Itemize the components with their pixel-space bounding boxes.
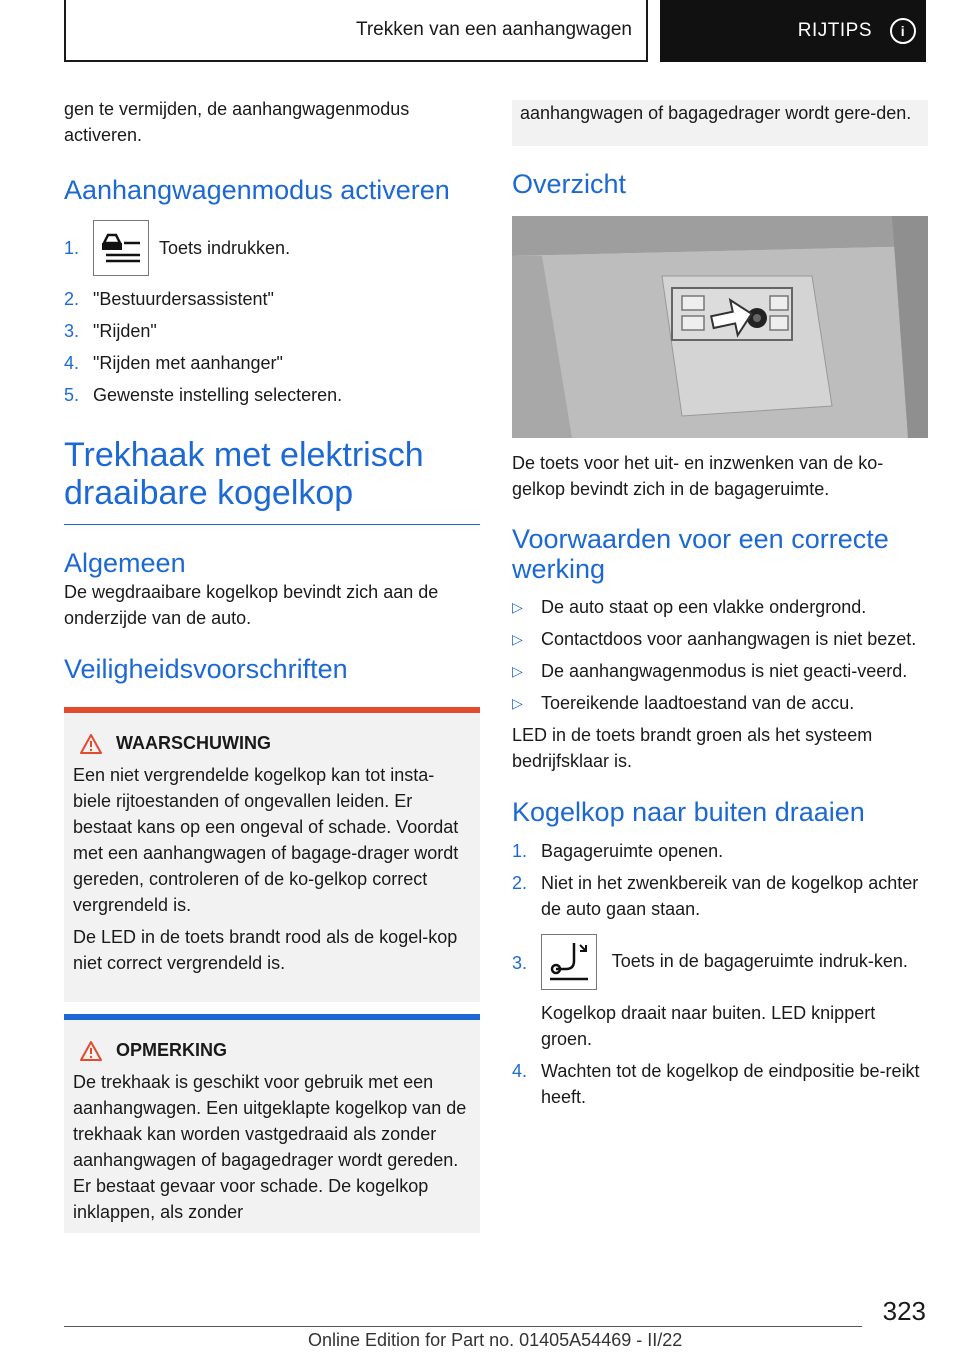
step-text: Bagageruimte openen.	[541, 841, 724, 861]
step-number: 1.	[64, 238, 80, 258]
condition-text: Toereikende laadtoestand van de accu.	[541, 693, 855, 713]
step-number: 3.	[512, 953, 528, 973]
tow-hitch-key-icon	[541, 934, 597, 990]
note-box	[64, 1014, 480, 1233]
step-number: 3.	[64, 321, 80, 341]
list-item	[512, 1058, 928, 1110]
overview-caption: De toets voor het uit- en inzwenken van de ko-gelkop bevindt zich in de bagageruimte.	[512, 453, 884, 499]
intro-text: gen te vermijden, de aanhangwagenmodus activeren.	[64, 99, 410, 145]
warning-triangle-icon	[80, 734, 102, 754]
note-text: De trekhaak is geschikt voor gebruik met een aanhangwagen. Een uitgeklapte kogelkop van de trekhaak kan worden vastgedraaid als zonder aanhangwagen of bagagedrager wordt gereden. Er bestaat gevaar voor schade. De kogelkop inklappen, als zonder	[73, 1072, 467, 1222]
page-header	[64, 0, 926, 64]
driver-assist-key-icon	[93, 220, 149, 276]
bullet-triangle-icon: ▷	[512, 631, 523, 647]
edition-text: Online Edition for Part no. 01405A54469 - II/22	[308, 1330, 683, 1350]
trunk-button-photo	[512, 216, 928, 438]
warning-header	[80, 733, 471, 754]
section-title: Trekken van een aanhangwagen	[64, 0, 648, 62]
list-item	[512, 838, 928, 864]
bullet-triangle-icon: ▷	[512, 663, 523, 679]
conditions-heading: Voorwaarden voor een correcte werking	[512, 524, 889, 584]
chapter-tab	[660, 0, 926, 62]
chapter-title: RIJTIPS	[797, 20, 872, 41]
right-column	[512, 100, 928, 1110]
step-number: 4.	[512, 1061, 528, 1081]
note-label: OPMERKING	[116, 1040, 228, 1060]
footer-divider	[64, 1326, 862, 1327]
list-item	[512, 626, 928, 652]
list-item	[512, 934, 928, 1052]
step-text: Gewenste instelling selecteren.	[93, 385, 343, 405]
bullet-triangle-icon: ▷	[512, 599, 523, 615]
step-text: "Rijden met aanhanger"	[93, 353, 283, 373]
list-item	[512, 594, 928, 620]
step-text: "Bestuurdersassistent"	[93, 289, 274, 309]
list-item	[512, 658, 928, 684]
condition-text: De aanhangwagenmodus is niet geacti-veerd.	[541, 661, 908, 681]
list-item	[64, 382, 480, 408]
step-text: Toets in de bagageruimte indruk-ken.	[611, 950, 908, 971]
general-text: De wegdraaibare kogelkop bevindt zich aan de onderzijde van de auto.	[64, 582, 439, 628]
main-heading: Trekhaak met elektrisch draaibare kogelkop	[64, 436, 424, 512]
conditions-list	[512, 594, 928, 716]
list-item	[512, 690, 928, 716]
swing-heading: Kogelkop naar buiten draaien	[512, 797, 865, 827]
step-line	[541, 934, 928, 990]
step-number: 1.	[512, 841, 528, 861]
note-triangle-icon	[80, 1041, 102, 1061]
list-item	[64, 220, 480, 276]
activate-heading: Aanhangwagenmodus activeren	[64, 175, 450, 205]
step-text: "Rijden"	[93, 321, 157, 341]
left-column	[64, 96, 480, 1233]
step-body	[541, 934, 928, 1052]
activate-steps	[64, 220, 480, 408]
step-text: Toets indrukken.	[159, 238, 291, 258]
overview-heading: Overzicht	[512, 169, 627, 199]
main-heading-block	[64, 436, 480, 525]
page-number: 323	[882, 1296, 926, 1326]
note-continued-text: aanhangwagen of bagagedrager wordt gere-den.	[520, 103, 912, 123]
warning-led-text: De LED in de toets brandt rood als de kogel-kop niet correct vergrendeld is.	[73, 927, 458, 973]
step-number: 4.	[64, 353, 80, 373]
step-sub-text: Kogelkop draait naar buiten. LED knippert groen.	[541, 1003, 876, 1049]
list-item	[64, 286, 480, 312]
warning-label: WAARSCHUWING	[116, 733, 271, 753]
general-heading: Algemeen	[64, 548, 186, 578]
swing-steps	[512, 838, 928, 1110]
warning-box	[64, 707, 480, 1002]
step-text: Niet in het zwenkbereik van de kogelkop achter de auto gaan staan.	[541, 873, 919, 919]
condition-text: De auto staat op een vlakke ondergrond.	[541, 597, 867, 617]
warning-text: Een niet vergrendelde kogelkop kan tot insta-biele rijtoestanden of ongevallen leiden. Er bestaat kans op een ongeval of schade. Voordat met een aanhangwagen of bagage-drager wordt gereden, controleren of de ko-gelkop correct vergrendeld is.	[73, 765, 459, 915]
step-number: 2.	[512, 873, 528, 893]
step-text: Wachten tot de kogelkop de eindpositie be-reikt heeft.	[541, 1061, 920, 1107]
step-number: 5.	[64, 385, 80, 405]
info-icon: i	[890, 18, 916, 44]
list-item	[512, 870, 928, 922]
safety-heading: Veiligheidsvoorschriften	[64, 654, 348, 684]
note-box-continued	[512, 100, 928, 146]
condition-text: Contactdoos voor aanhangwagen is niet bezet.	[541, 629, 917, 649]
bullet-triangle-icon: ▷	[512, 695, 523, 711]
list-item	[64, 318, 480, 344]
note-header	[80, 1040, 471, 1061]
led-text: LED in de toets brandt groen als het systeem bedrijfsklaar is.	[512, 725, 873, 771]
step-number: 2.	[64, 289, 80, 309]
list-item	[64, 350, 480, 376]
